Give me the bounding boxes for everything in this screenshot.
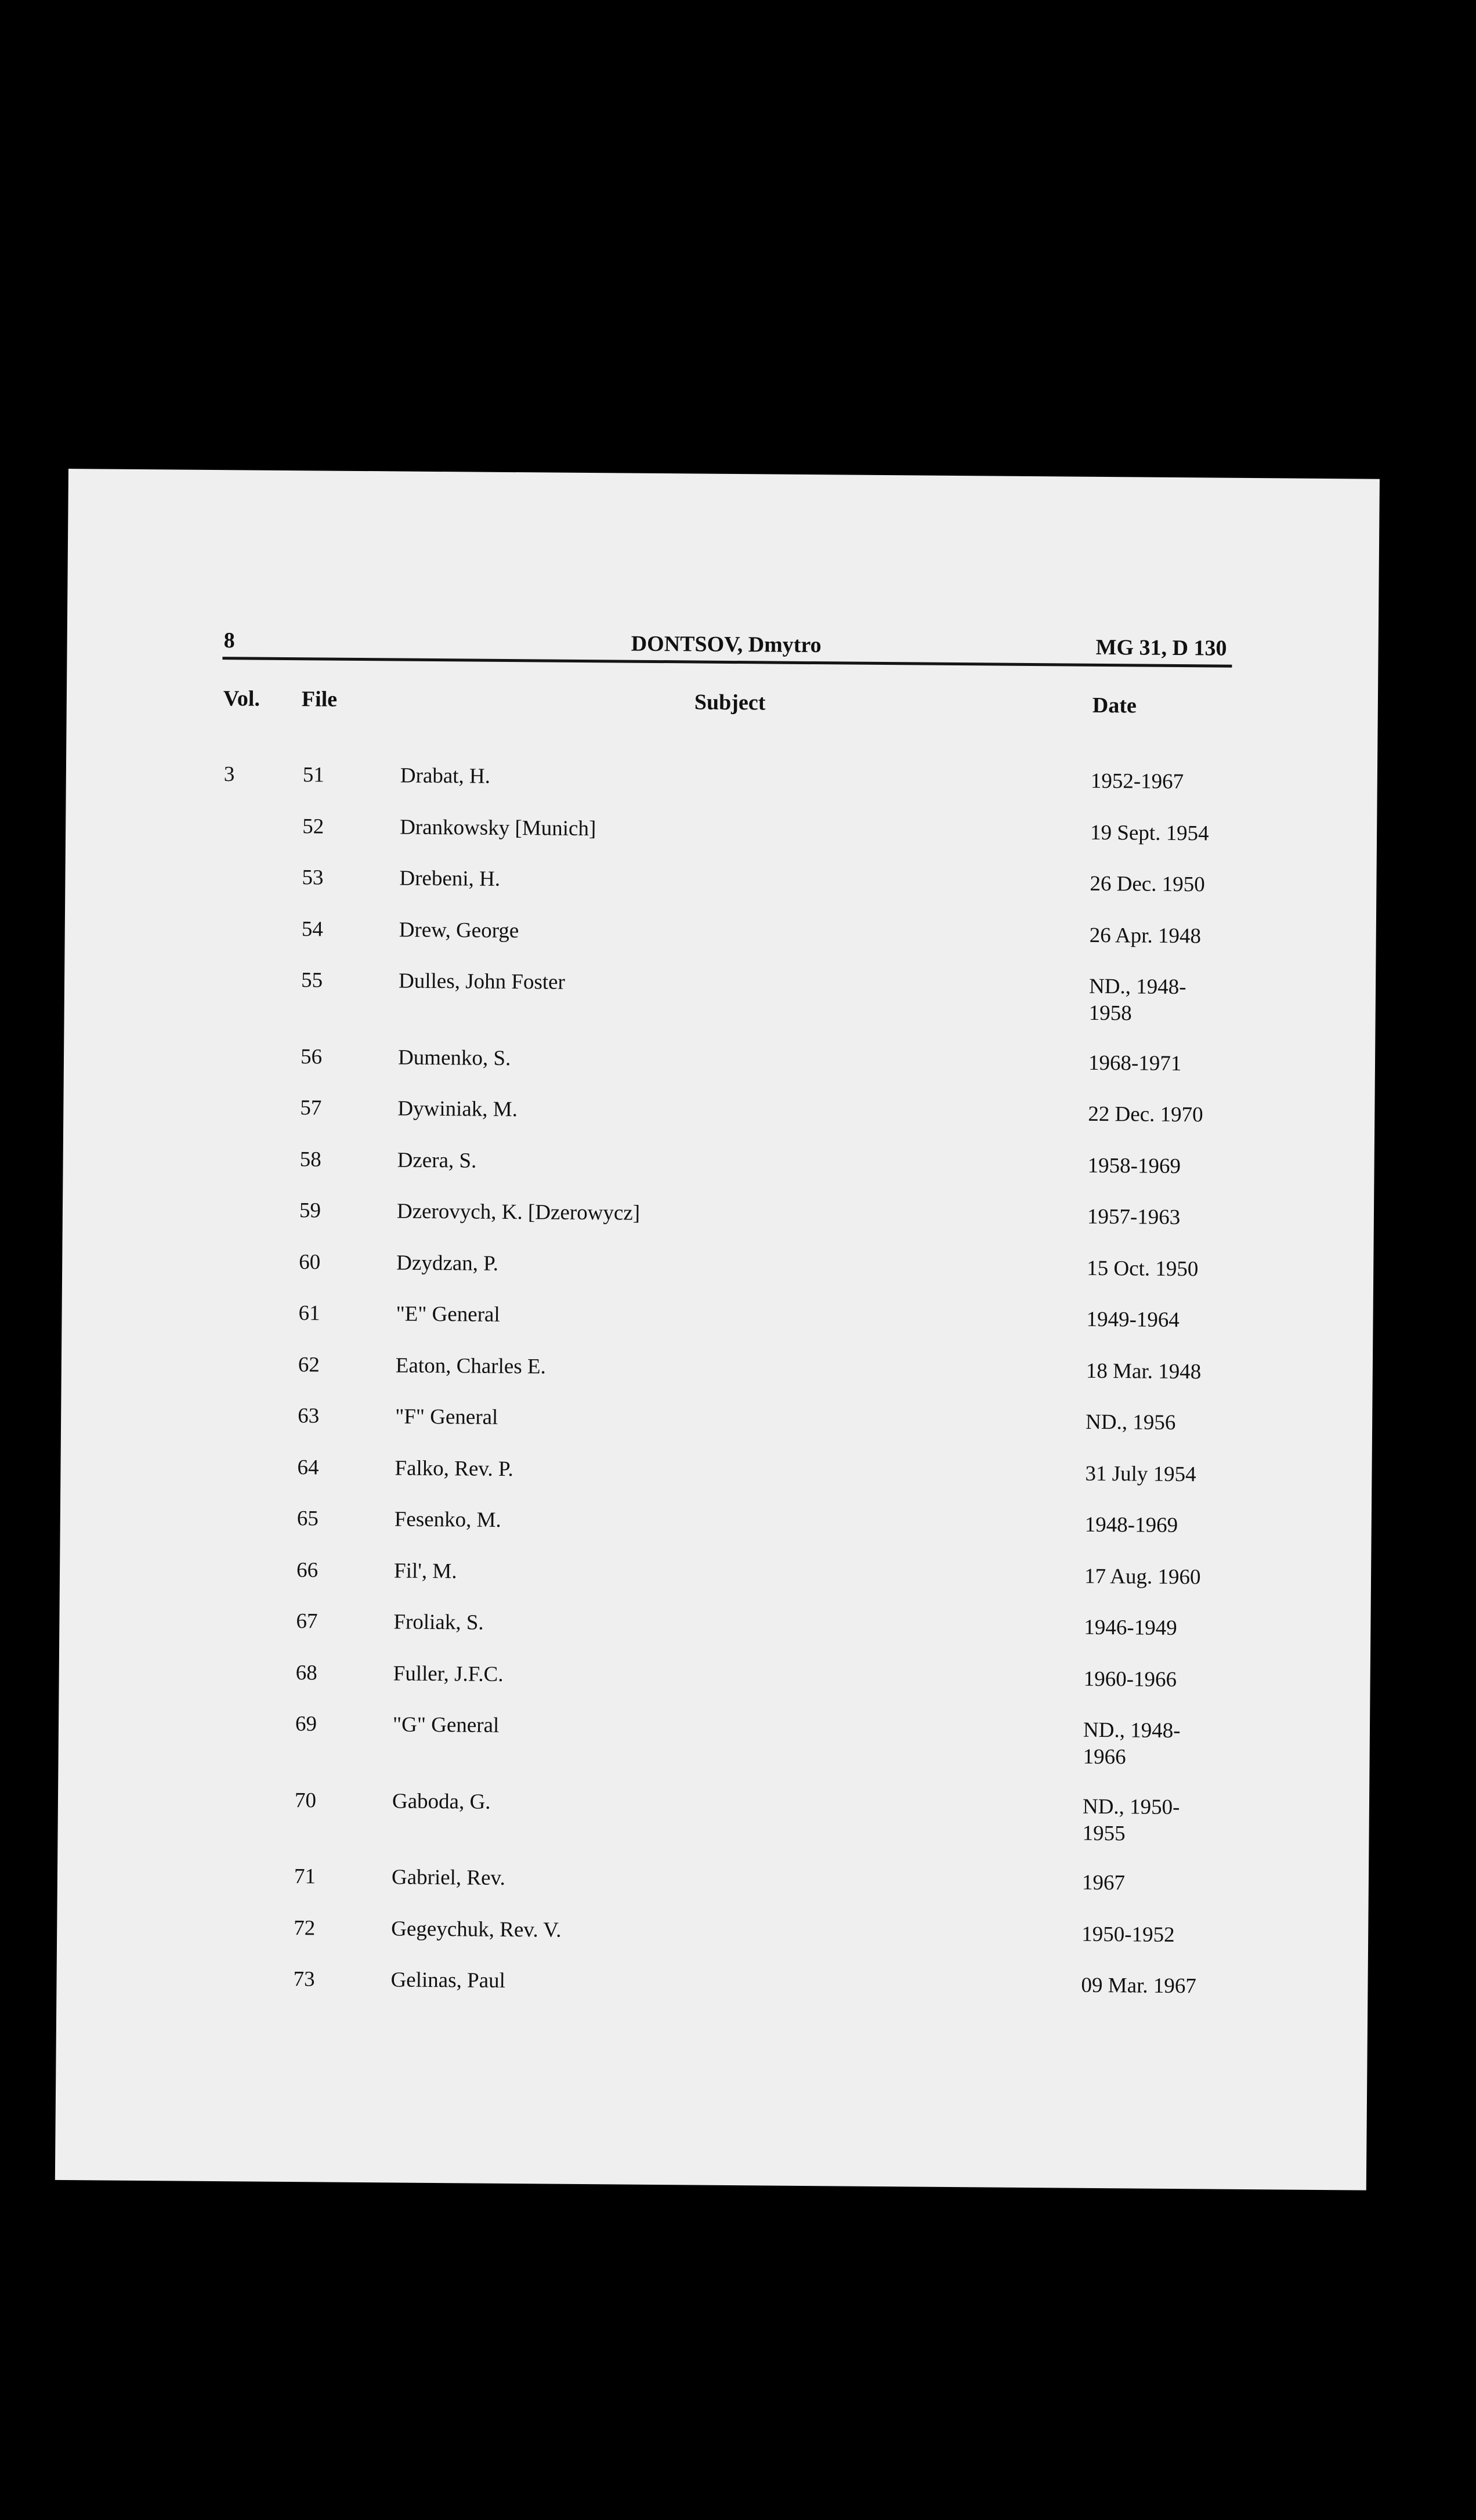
column-header-vol: Vol. bbox=[223, 686, 261, 711]
table-row bbox=[65, 914, 1376, 959]
file-number-cell: 61 bbox=[298, 1301, 320, 1326]
date-cell: 31 July 1954 bbox=[1085, 1461, 1196, 1486]
file-number-cell: 71 bbox=[294, 1864, 316, 1889]
file-number-cell: 52 bbox=[302, 814, 324, 838]
table-row bbox=[65, 863, 1376, 908]
date-cell: 1952-1967 bbox=[1090, 769, 1184, 794]
column-header-date: Date bbox=[1092, 693, 1137, 718]
file-number-cell: 68 bbox=[295, 1660, 317, 1685]
file-number-cell: 55 bbox=[301, 968, 323, 993]
file-number-cell: 59 bbox=[299, 1199, 321, 1223]
file-number-cell: 54 bbox=[301, 917, 323, 941]
table-row bbox=[59, 1709, 1370, 1769]
subject-cell: Fil', M. bbox=[393, 1558, 457, 1583]
date-cell: 19 Sept. 1954 bbox=[1090, 820, 1209, 845]
subject-cell: Gabriel, Rev. bbox=[391, 1865, 506, 1890]
table-row bbox=[57, 1913, 1368, 1958]
header-rule bbox=[222, 657, 1232, 668]
date-cell: 1957-1963 bbox=[1087, 1204, 1181, 1230]
date-cell: 1949-1964 bbox=[1086, 1307, 1180, 1333]
date-cell: ND., 1948-1958 bbox=[1088, 974, 1186, 1026]
file-number-cell: 73 bbox=[293, 1967, 315, 1992]
file-number-cell: 67 bbox=[296, 1609, 318, 1634]
subject-cell: Gegeychuk, Rev. V. bbox=[391, 1916, 562, 1942]
date-cell: 26 Apr. 1948 bbox=[1089, 923, 1202, 948]
column-header-file: File bbox=[301, 687, 338, 712]
table-row bbox=[66, 811, 1377, 856]
date-cell: ND., 1956 bbox=[1085, 1410, 1176, 1435]
table-row bbox=[56, 1964, 1368, 2010]
date-cell: 1960-1966 bbox=[1083, 1667, 1177, 1692]
table-row bbox=[62, 1349, 1373, 1395]
file-number-cell: 57 bbox=[300, 1096, 322, 1120]
file-number-cell: 70 bbox=[294, 1788, 317, 1812]
table-row bbox=[57, 1862, 1369, 1907]
file-number-cell: 69 bbox=[295, 1712, 317, 1736]
table-row bbox=[60, 1555, 1371, 1600]
date-cell: ND., 1948-1966 bbox=[1083, 1718, 1181, 1769]
subject-cell: Falko, Rev. P. bbox=[395, 1455, 513, 1481]
date-cell: ND., 1950-1955 bbox=[1082, 1794, 1180, 1845]
table-row bbox=[66, 760, 1377, 805]
subject-cell: Gaboda, G. bbox=[392, 1788, 491, 1814]
document-title: DONTSOV, Dmytro bbox=[631, 631, 822, 658]
subject-cell: Gelinas, Paul bbox=[390, 1968, 506, 1993]
table-row bbox=[62, 1247, 1373, 1292]
subject-cell: Froliak, S. bbox=[393, 1610, 484, 1635]
subject-cell: Fuller, J.F.C. bbox=[393, 1661, 504, 1686]
file-number-cell: 64 bbox=[297, 1455, 319, 1479]
subject-cell: Eaton, Charles E. bbox=[395, 1353, 546, 1379]
table-row bbox=[63, 1144, 1374, 1189]
subject-cell: Dulles, John Foster bbox=[398, 969, 565, 994]
file-number-cell: 72 bbox=[294, 1916, 316, 1940]
file-number-cell: 51 bbox=[302, 763, 325, 787]
file-number-cell: 60 bbox=[299, 1250, 321, 1274]
table-row bbox=[63, 1196, 1374, 1241]
subject-cell: "F" General bbox=[395, 1404, 498, 1429]
file-number-cell: 56 bbox=[300, 1044, 323, 1069]
date-cell: 17 Aug. 1960 bbox=[1084, 1564, 1201, 1589]
subject-cell: Dzera, S. bbox=[397, 1147, 477, 1173]
table-row bbox=[61, 1401, 1372, 1446]
vol-cell: 3 bbox=[223, 762, 235, 787]
table-row bbox=[64, 1041, 1375, 1087]
date-cell: 26 Dec. 1950 bbox=[1090, 871, 1205, 897]
file-number-cell: 66 bbox=[296, 1558, 319, 1582]
subject-cell: Dywiniak, M. bbox=[397, 1096, 518, 1122]
subject-cell: "G" General bbox=[392, 1712, 500, 1737]
date-cell: 1948-1969 bbox=[1084, 1512, 1178, 1538]
date-cell: 22 Dec. 1970 bbox=[1088, 1102, 1203, 1127]
date-cell: 15 Oct. 1950 bbox=[1087, 1256, 1199, 1281]
subject-cell: Dzerovych, K. [Dzerowycz] bbox=[396, 1199, 641, 1225]
subject-cell: Dzydzan, P. bbox=[396, 1250, 499, 1276]
file-number-cell: 53 bbox=[302, 866, 324, 890]
subject-cell: Fesenko, M. bbox=[394, 1507, 501, 1532]
table-row bbox=[63, 1093, 1374, 1138]
subject-cell: "E" General bbox=[396, 1302, 500, 1327]
document-page bbox=[55, 469, 1380, 2190]
date-cell: 1967 bbox=[1081, 1870, 1126, 1895]
subject-cell: Drabat, H. bbox=[400, 763, 491, 788]
column-header-subject: Subject bbox=[694, 690, 766, 715]
table-row bbox=[60, 1504, 1372, 1549]
table-row bbox=[62, 1298, 1373, 1344]
reference-number: MG 31, D 130 bbox=[1095, 635, 1227, 661]
file-number-cell: 62 bbox=[298, 1352, 320, 1377]
table-row bbox=[59, 1606, 1370, 1652]
date-cell: 09 Mar. 1967 bbox=[1081, 1973, 1197, 1998]
date-cell: 1950-1952 bbox=[1081, 1922, 1175, 1947]
date-cell: 1968-1971 bbox=[1088, 1051, 1182, 1076]
file-number-cell: 58 bbox=[299, 1147, 321, 1171]
subject-cell: Drew, George bbox=[399, 918, 519, 943]
subject-cell: Drebeni, H. bbox=[399, 866, 501, 891]
table-row bbox=[60, 1452, 1372, 1497]
file-number-cell: 65 bbox=[296, 1507, 319, 1531]
table-row bbox=[58, 1785, 1369, 1845]
date-cell: 18 Mar. 1948 bbox=[1086, 1359, 1202, 1384]
file-number-cell: 63 bbox=[298, 1404, 320, 1428]
subject-cell: Dumenko, S. bbox=[397, 1045, 511, 1070]
subject-cell: Drankowsky [Munich] bbox=[400, 815, 596, 841]
date-cell: 1958-1969 bbox=[1087, 1153, 1181, 1178]
table-row bbox=[59, 1657, 1370, 1703]
date-cell: 1946-1949 bbox=[1084, 1615, 1177, 1641]
table-row bbox=[64, 965, 1376, 1026]
page-number: 8 bbox=[223, 628, 235, 653]
